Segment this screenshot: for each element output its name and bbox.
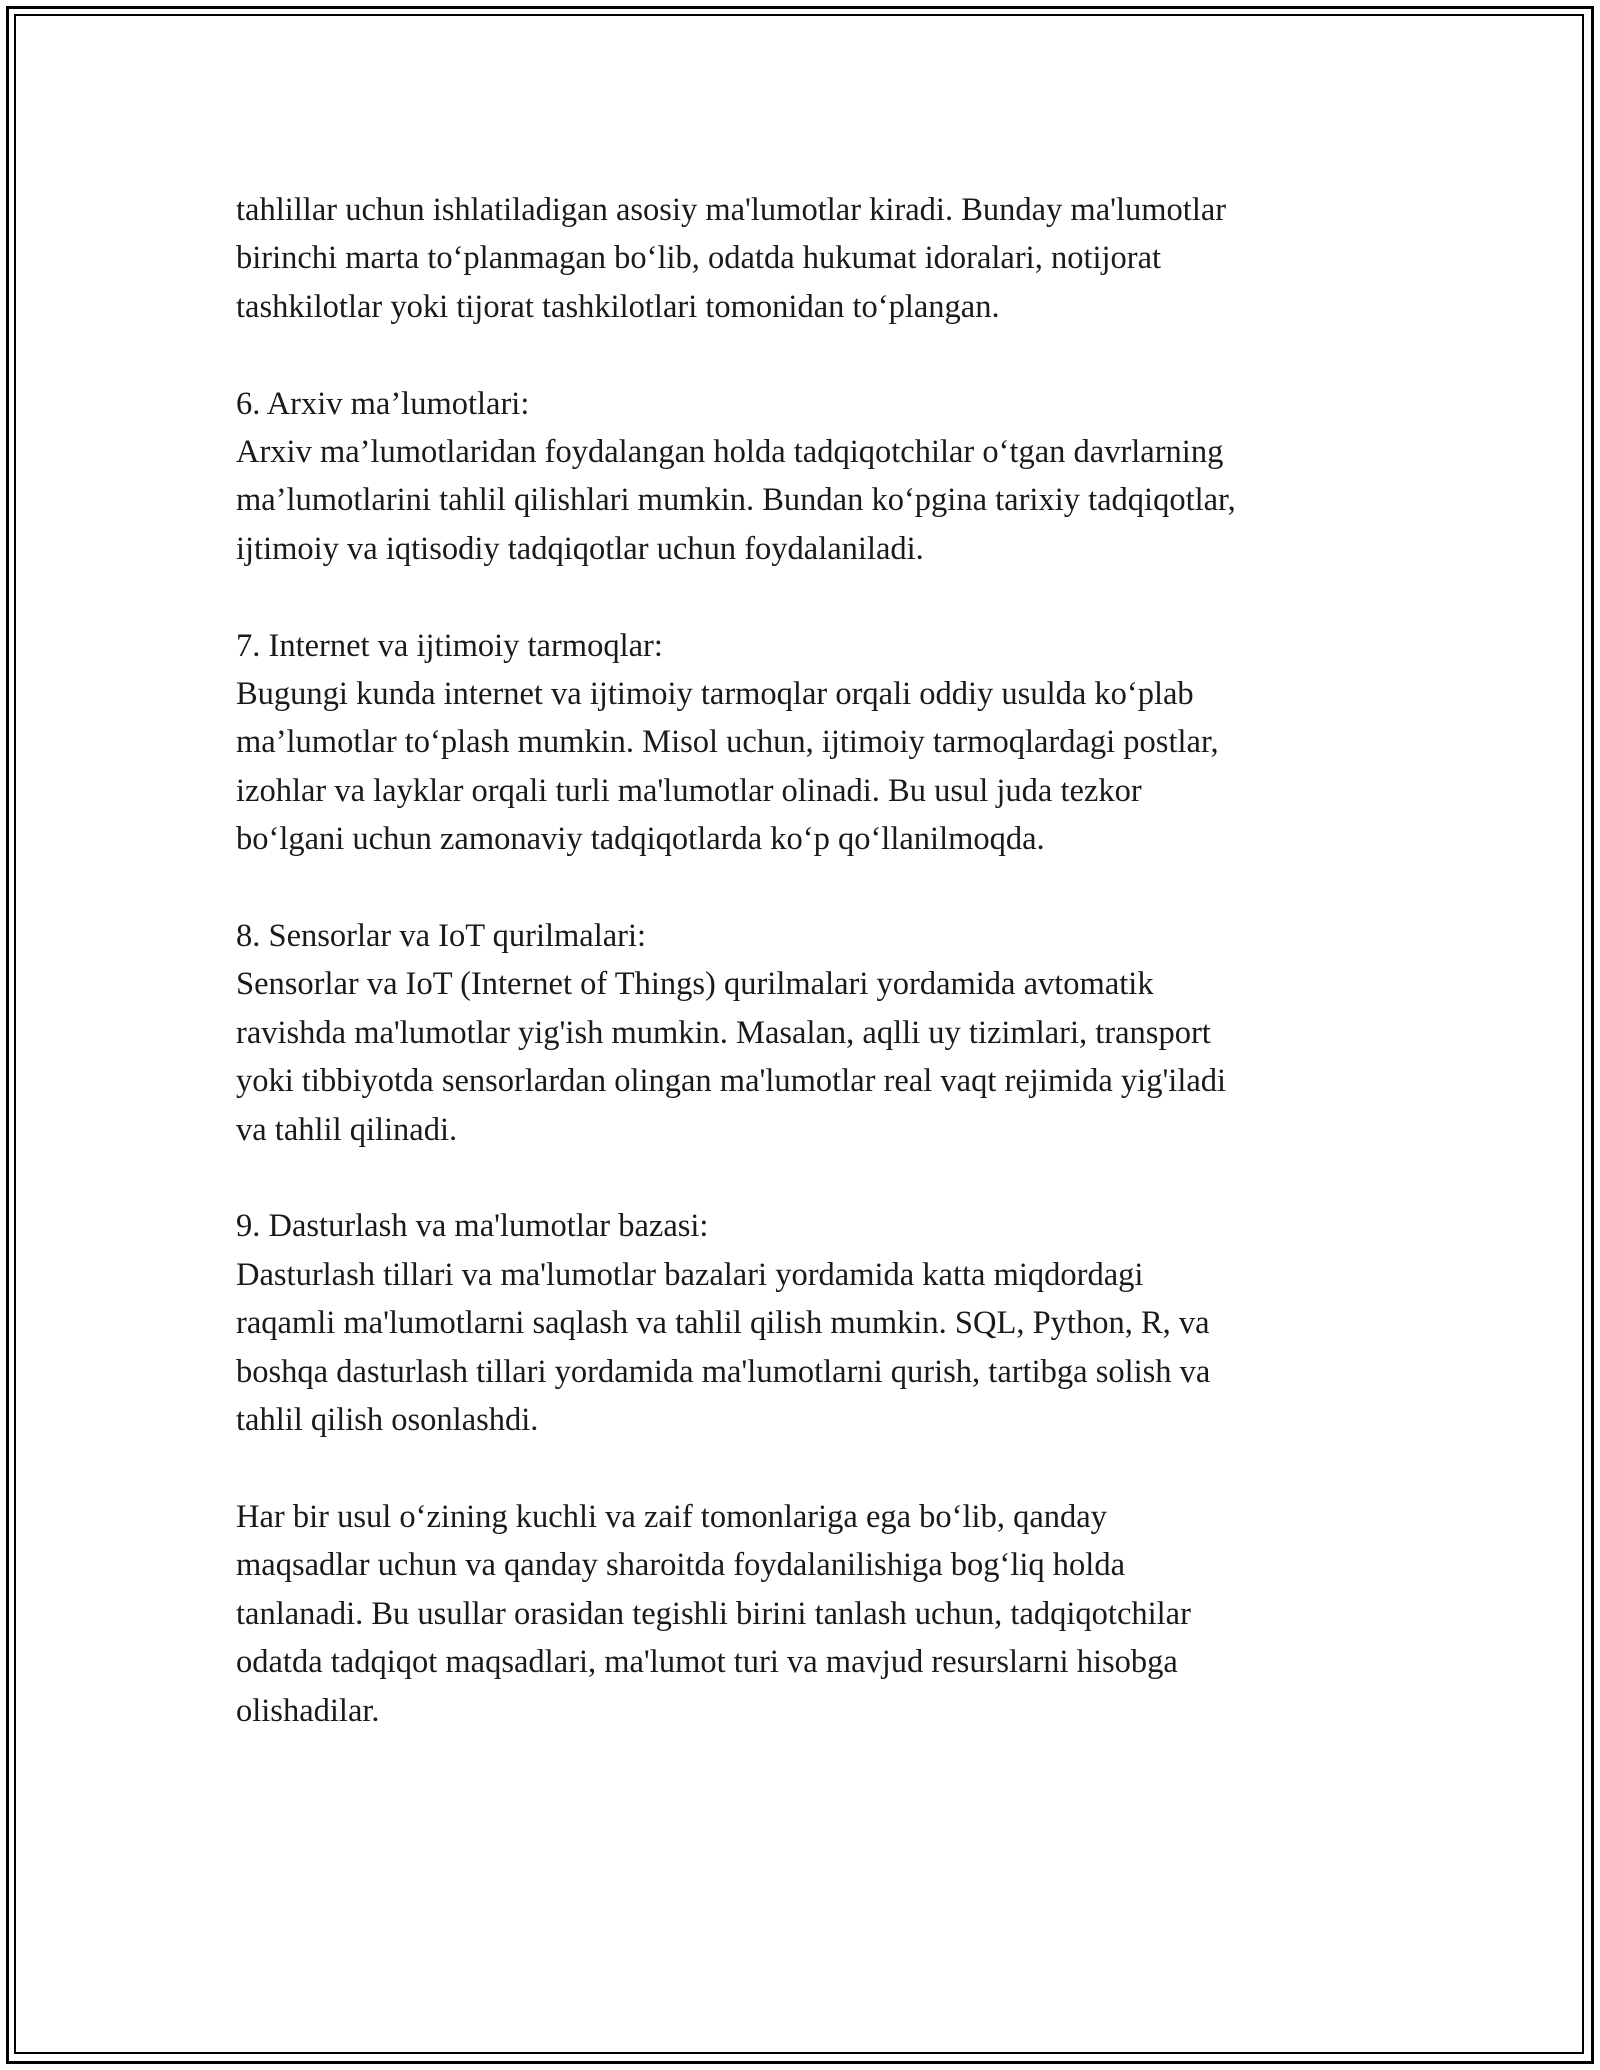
- section-body: Bugungi kunda internet va ijtimoiy tarmoqlar orqali oddiy usulda ko‘plab ma’lumotlar to‘plash mumkin. Misol uchun, ijtimoiy tarmoqlardagi postlar, izohlar va layklar orqali turli ma'lumotlar olinadi. Bu usul juda tezkor bo‘lgani uchun zamonaviy tadqiqotlarda ko‘p qo‘llanilmoqda.: [236, 676, 1219, 858]
- section-sensors-iot: [236, 912, 1386, 1154]
- document-body: [236, 186, 1386, 1783]
- section-body: Arxiv ma’lumotlaridan foydalangan holda tadqiqotchilar o‘tgan davrlarning ma’lumotlarini tahlil qilishlari mumkin. Bundan ko‘pgina tarixiy tadqiqotlar, ijtimoiy va iqtisodiy tadqiqotlar uchun foydalaniladi.: [236, 434, 1236, 567]
- section-heading: 6. Arxiv ma’lumotlari:: [236, 385, 530, 422]
- section-internet-social-networks: [236, 622, 1386, 864]
- section-archive-data: [236, 380, 1386, 574]
- conclusion-paragraph: Har bir usul o‘zining kuchli va zaif tomonlariga ega bo‘lib, qanday maqsadlar uchun va qanday sharoitda foydalanilishiga bog‘liq holda tanlanadi. Bu usullar orasidan tegishli birini tanlash uchun, tadqiqotchilar odatda tadqiqot maqsadlari, ma'lumot turi va mavjud resurslarni hisobga olishadilar.: [236, 1498, 1191, 1729]
- section-heading: 8. Sensorlar va IoT qurilmalari:: [236, 918, 647, 955]
- section-heading: 9. Dasturlash va ma'lumotlar bazasi:: [236, 1208, 709, 1245]
- section-body: Sensorlar va IoT (Internet of Things) qurilmalari yordamida avtomatik ravishda ma'lumotlar yig'ish mumkin. Masalan, aqlli uy tizimlari, transport yoki tibbiyotda sensorlardan olingan ma'lumotlar real vaqt rejimida yig'iladi va tahlil qilinadi.: [236, 966, 1227, 1148]
- section-heading: 7. Internet va ijtimoiy tarmoqlar:: [236, 627, 663, 664]
- section-body: Dasturlash tillari va ma'lumotlar bazalari yordamida katta miqdordagi raqamli ma'lumotlarni saqlash va tahlil qilish mumkin. SQL, Python, R, va boshqa dasturlash tillari yordamida ma'lumotlarni qurish, tartibga solish va tahlil qilish osonlashdi.: [236, 1256, 1211, 1439]
- section-programming-databases: [236, 1202, 1386, 1444]
- intro-paragraph: tahlillar uchun ishlatiladigan asosiy ma'lumotlar kiradi. Bunday ma'lumotlar birinchi marta to‘planmagan bo‘lib, odatda hukumat idoralari, notijorat tashkilotlar yoki tijorat tashkilotlari tomonidan to‘plangan.: [236, 192, 1227, 325]
